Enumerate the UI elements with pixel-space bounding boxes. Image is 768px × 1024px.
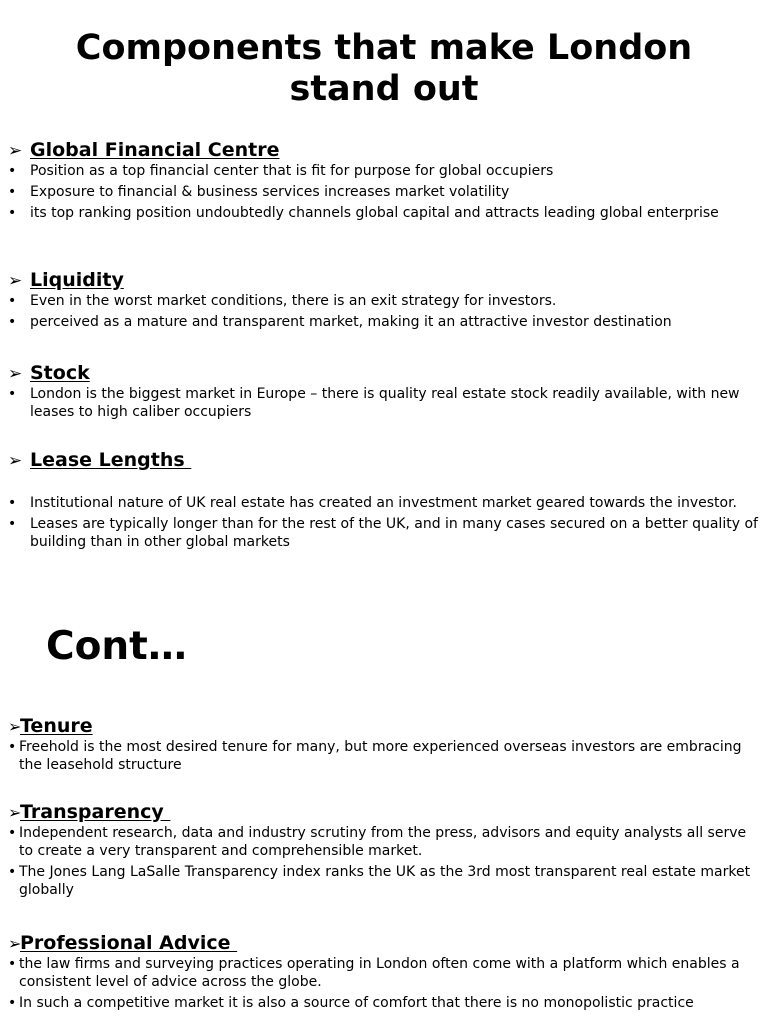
list-item-text: Independent research, data and industry scrutiny from the press, advisors and equity analysts all serve to create a very transparent and comprehensible market. <box>19 825 747 859</box>
bullet-list <box>8 824 760 899</box>
section-heading <box>8 269 760 292</box>
bullet-dot-icon: • <box>8 205 17 221</box>
list-item <box>8 955 760 991</box>
section-global-financial-centre <box>8 139 760 225</box>
section-heading-text: Transparency <box>20 801 171 823</box>
arrow-bullet-icon: ➢ <box>8 141 23 161</box>
section-heading <box>8 932 760 955</box>
section-professional-advice <box>8 932 760 1015</box>
arrow-bullet-icon: ➢ <box>8 451 23 471</box>
section-heading-text: Liquidity <box>30 269 124 291</box>
list-item-text: London is the biggest market in Europe – there is quality real estate stock readily available, with new leases to high caliber occupiers <box>30 386 740 420</box>
section-heading <box>8 449 760 472</box>
bullet-dot-icon: • <box>8 516 17 532</box>
bullet-dot-icon: • <box>8 184 17 200</box>
list-item <box>8 738 760 774</box>
arrow-bullet-icon: ➢ <box>8 271 23 291</box>
list-item-text: the law firms and surveying practices operating in London often come with a platform which enables a consistent level of advice across the globe. <box>19 956 740 990</box>
section-heading-text: Professional Advice <box>20 932 238 954</box>
arrow-bullet-icon: ➢ <box>8 934 22 953</box>
bullet-dot-icon: • <box>8 314 17 330</box>
list-item <box>8 863 760 899</box>
list-item <box>8 494 760 512</box>
bullet-dot-icon: • <box>8 825 17 841</box>
section-heading-text: Stock <box>30 362 90 384</box>
continued-heading: Cont… <box>46 624 187 669</box>
list-item-text: Leases are typically longer than for the rest of the UK, and in many cases secured on a better quality of building than in other global markets <box>30 516 758 550</box>
bullet-list <box>8 162 760 222</box>
section-stock <box>8 362 760 424</box>
list-item-text: The Jones Lang LaSalle Transparency index ranks the UK as the 3rd most transparent real estate market globally <box>19 864 751 898</box>
list-item-text: perceived as a mature and transparent market, making it an attractive investor destination <box>30 314 672 330</box>
section-heading <box>8 139 760 162</box>
arrow-bullet-icon: ➢ <box>8 717 22 736</box>
section-heading-text: Global Financial Centre <box>30 139 280 161</box>
page-title <box>0 28 768 110</box>
section-lease-lengths <box>8 449 760 554</box>
bullet-list <box>8 385 760 421</box>
list-item-text: In such a competitive market it is also a source of comfort that there is no monopolistic practice <box>19 995 694 1011</box>
bullet-dot-icon: • <box>8 739 17 755</box>
list-item-text: its top ranking position undoubtedly channels global capital and attracts leading global enterprise <box>30 205 719 221</box>
bullet-dot-icon: • <box>8 386 17 402</box>
list-item <box>8 204 760 222</box>
section-liquidity <box>8 269 760 334</box>
section-heading <box>8 362 760 385</box>
section-tenure <box>8 715 760 777</box>
list-item <box>8 824 760 860</box>
bullet-list <box>8 738 760 774</box>
list-item <box>8 385 760 421</box>
bullet-dot-icon: • <box>8 956 17 972</box>
list-item <box>8 515 760 551</box>
section-heading-text: Tenure <box>20 715 93 737</box>
page-title-line-1: Components that make London <box>75 28 693 68</box>
list-item-text: Position as a top financial center that is fit for purpose for global occupiers <box>30 163 554 179</box>
bullet-dot-icon: • <box>8 293 17 309</box>
bullet-dot-icon: • <box>8 495 17 511</box>
bullet-dot-icon: • <box>8 163 17 179</box>
list-item-text: Freehold is the most desired tenure for many, but more experienced overseas investors are embracing the leasehold structure <box>19 739 742 773</box>
bullet-list <box>8 955 760 1012</box>
section-transparency <box>8 801 760 902</box>
bullet-list <box>8 494 760 551</box>
list-item-text: Institutional nature of UK real estate has created an investment market geared towards the investor. <box>30 495 738 511</box>
section-heading-text: Lease Lengths <box>30 449 192 471</box>
list-item-text: Exposure to financial & business services increases market volatility <box>30 184 510 200</box>
list-item <box>8 994 760 1012</box>
arrow-bullet-icon: ➢ <box>8 364 23 384</box>
bullet-dot-icon: • <box>8 995 17 1011</box>
bullet-dot-icon: • <box>8 864 17 880</box>
list-item <box>8 162 760 180</box>
arrow-bullet-icon: ➢ <box>8 803 22 822</box>
section-heading <box>8 715 760 738</box>
bullet-list <box>8 292 760 331</box>
list-item <box>8 183 760 201</box>
section-heading <box>8 801 760 824</box>
list-item-text: Even in the worst market conditions, there is an exit strategy for investors. <box>30 293 557 309</box>
list-item <box>8 313 760 331</box>
page-title-line-2: stand out <box>289 69 479 109</box>
list-item <box>8 292 760 310</box>
